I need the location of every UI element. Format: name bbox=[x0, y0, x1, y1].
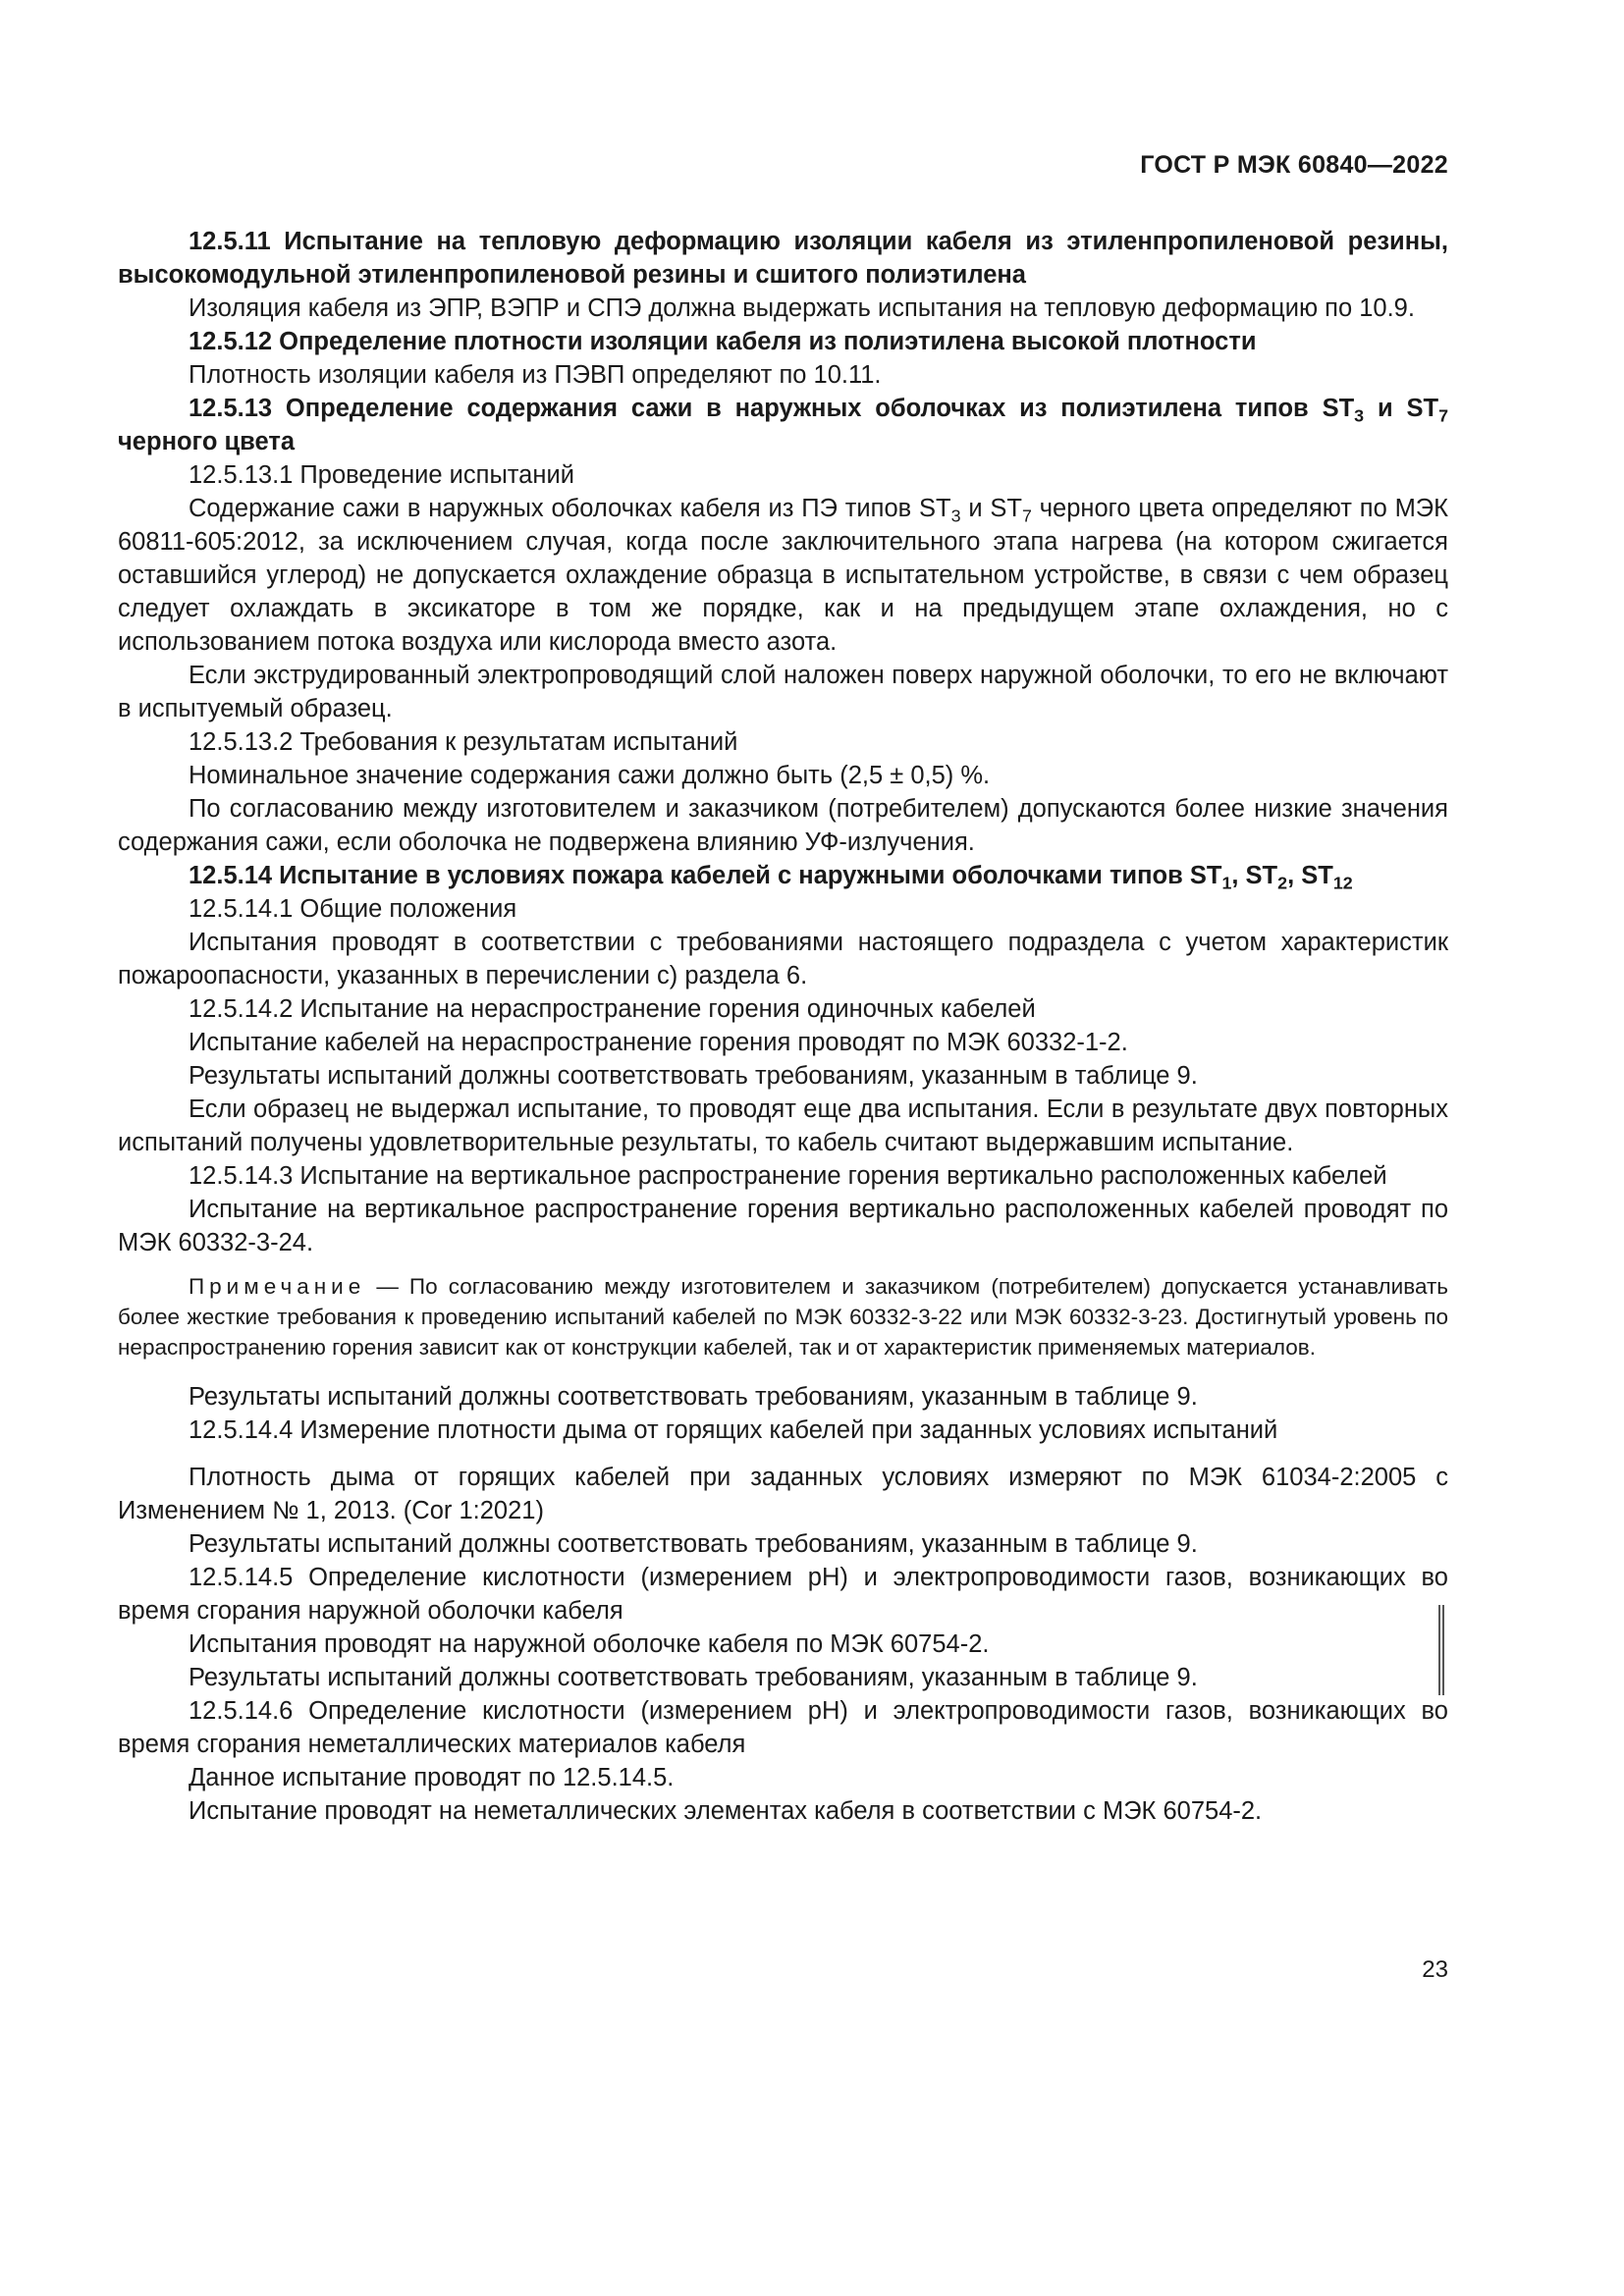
document-body bbox=[118, 225, 1448, 1828]
paragraph: Если образец не выдержал испытание, то проводят еще два испытания. Если в результате двух повторных испытаний получены удовлетворительные результаты, то кабель считают выдержавшим испытание. bbox=[118, 1095, 1448, 1156]
heading-text: черного цвета bbox=[118, 428, 296, 455]
paragraph: Испытания проводят на наружной оболочке кабеля по МЭК 60754-2. bbox=[189, 1630, 990, 1658]
paragraph: Испытание проводят на неметаллических элементах кабеля в соответствии с МЭК 60754-2. bbox=[189, 1797, 1263, 1825]
note-label: Примечание bbox=[189, 1274, 366, 1299]
heading-text: , ST bbox=[1231, 862, 1278, 889]
change-marker-bars bbox=[1438, 1605, 1444, 1695]
heading-text: , ST bbox=[1287, 862, 1333, 889]
paragraph: Результаты испытаний должны соответствовать требованиям, указанным в таблице 9. bbox=[189, 1530, 1198, 1558]
heading-text: 12.5.13 Определение содержания сажи в наружных оболочках из полиэтилена типов ST bbox=[189, 395, 1355, 422]
paragraph bbox=[118, 492, 1448, 659]
subscript: 3 bbox=[950, 506, 961, 526]
subscript: 2 bbox=[1277, 873, 1288, 893]
paragraph-text: Содержание сажи в наружных оболочках кабеля из ПЭ типов ST bbox=[189, 495, 951, 522]
subscript: 7 bbox=[1438, 405, 1448, 426]
subsection-title: 12.5.14.1 Общие положения bbox=[189, 895, 517, 923]
section-heading-12-5-11: 12.5.11 Испытание на тепловую деформацию изоляции кабеля из этиленпропиленовой резины, высокомодульной этиленпропиленовой резины и сшитого полиэтилена bbox=[118, 228, 1448, 289]
paragraph: Если экструдированный электропроводящий слой наложен поверх наружной оболочки, то его не включают в испытуемый образец. bbox=[118, 662, 1448, 722]
subsection-title: 12.5.13.1 Проведение испытаний bbox=[189, 461, 574, 489]
subscript: 3 bbox=[1354, 405, 1365, 426]
subsection-title: 12.5.13.2 Требования к результатам испытаний bbox=[189, 728, 738, 756]
subscript: 7 bbox=[1022, 506, 1032, 526]
paragraph: Испытания проводят в соответствии с требованиями настоящего подраздела с учетом характеристик пожароопасности, указанных в перечислении с) раздела 6. bbox=[118, 929, 1448, 989]
subsection-title: 12.5.14.6 Определение кислотности (измерением pH) и электропроводимости газов, возникающих во время сгорания неметаллических материалов кабеля bbox=[118, 1697, 1448, 1758]
heading-text: 12.5.14 Испытание в условиях пожара кабелей с наружными оболочками типов ST bbox=[189, 862, 1222, 889]
standard-designation: ГОСТ Р МЭК 60840—2022 bbox=[1140, 151, 1448, 179]
section-heading-12-5-13 bbox=[118, 392, 1448, 458]
document-page bbox=[118, 0, 1448, 2296]
subscript: 12 bbox=[1332, 873, 1353, 893]
paragraph: Плотность дыма от горящих кабелей при заданных условиях измеряют по МЭК 61034-2:2005 с Изменением № 1, 2013. (Cor 1:2021) bbox=[118, 1464, 1448, 1524]
page-number: 23 bbox=[1422, 1956, 1448, 1983]
paragraph: Результаты испытаний должны соответствовать требованиям, указанным в таблице 9. bbox=[189, 1383, 1198, 1411]
note-text: — По согласованию между изготовителем и заказчиком (потребителем) допускается устанавливать более жесткие требования к проведению испытаний кабелей по МЭК 60332-3-22 или МЭК 60332-3-23. Достигнутый уровень по нераспространению горения зависит как от конструкции кабелей, так и от характеристик применяемых материалов. bbox=[118, 1274, 1448, 1360]
subsection-title: 12.5.14.2 Испытание на нераспространение горения одиночных кабелей bbox=[189, 995, 1036, 1023]
paragraph: Результаты испытаний должны соответствовать требованиям, указанным в таблице 9. bbox=[189, 1664, 1198, 1691]
paragraph-text: черного цвета определяют по МЭК 60811-605:2012, за исключением случая, когда после заключительного этапа нагрева (на котором сжигается оставшийся углерод) не допускается охлаждение образца в испытательном устройстве, в связи с чем образец следует охлаждать в эксикаторе в том же порядке, как и на предыдущем этапе охлаждения, но с использованием потока воздуха или кислорода вместо азота. bbox=[118, 495, 1448, 656]
paragraph: Номинальное значение содержания сажи должно быть (2,5 ± 0,5) %. bbox=[189, 762, 991, 789]
paragraph: Изоляция кабеля из ЭПР, ВЭПР и СПЭ должна выдержать испытания на тепловую деформацию по 10.9. bbox=[189, 294, 1415, 322]
note bbox=[118, 1271, 1448, 1362]
paragraph: Испытание на вертикальное распространение горения вертикально расположенных кабелей проводят по МЭК 60332-3-24. bbox=[118, 1196, 1448, 1256]
paragraph: Результаты испытаний должны соответствовать требованиям, указанным в таблице 9. bbox=[189, 1062, 1198, 1090]
paragraph: Испытание кабелей на нераспространение горения проводят по МЭК 60332-1-2. bbox=[189, 1029, 1128, 1056]
section-heading-12-5-14 bbox=[118, 859, 1448, 892]
paragraph: Плотность изоляции кабеля из ПЭВП определяют по 10.11. bbox=[189, 361, 882, 389]
subscript: 1 bbox=[1221, 873, 1232, 893]
paragraph-text: и ST bbox=[960, 495, 1022, 522]
section-heading-12-5-12: 12.5.12 Определение плотности изоляции кабеля из полиэтилена высокой плотности bbox=[189, 328, 1257, 355]
heading-text: и ST bbox=[1364, 395, 1439, 422]
paragraph: Данное испытание проводят по 12.5.14.5. bbox=[189, 1764, 675, 1791]
subsection-title: 12.5.14.5 Определение кислотности (измерением pH) и электропроводимости газов, возникающих во время сгорания наружной оболочки кабеля bbox=[118, 1564, 1448, 1625]
paragraph: По согласованию между изготовителем и заказчиком (потребителем) допускаются более низкие значения содержания сажи, если оболочка не подвержена влиянию УФ-излучения. bbox=[118, 795, 1448, 856]
subsection-title: 12.5.14.3 Испытание на вертикальное распространение горения вертикально расположенных кабелей bbox=[189, 1162, 1387, 1190]
subsection-title: 12.5.14.4 Измерение плотности дыма от горящих кабелей при заданных условиях испытаний bbox=[189, 1416, 1278, 1444]
